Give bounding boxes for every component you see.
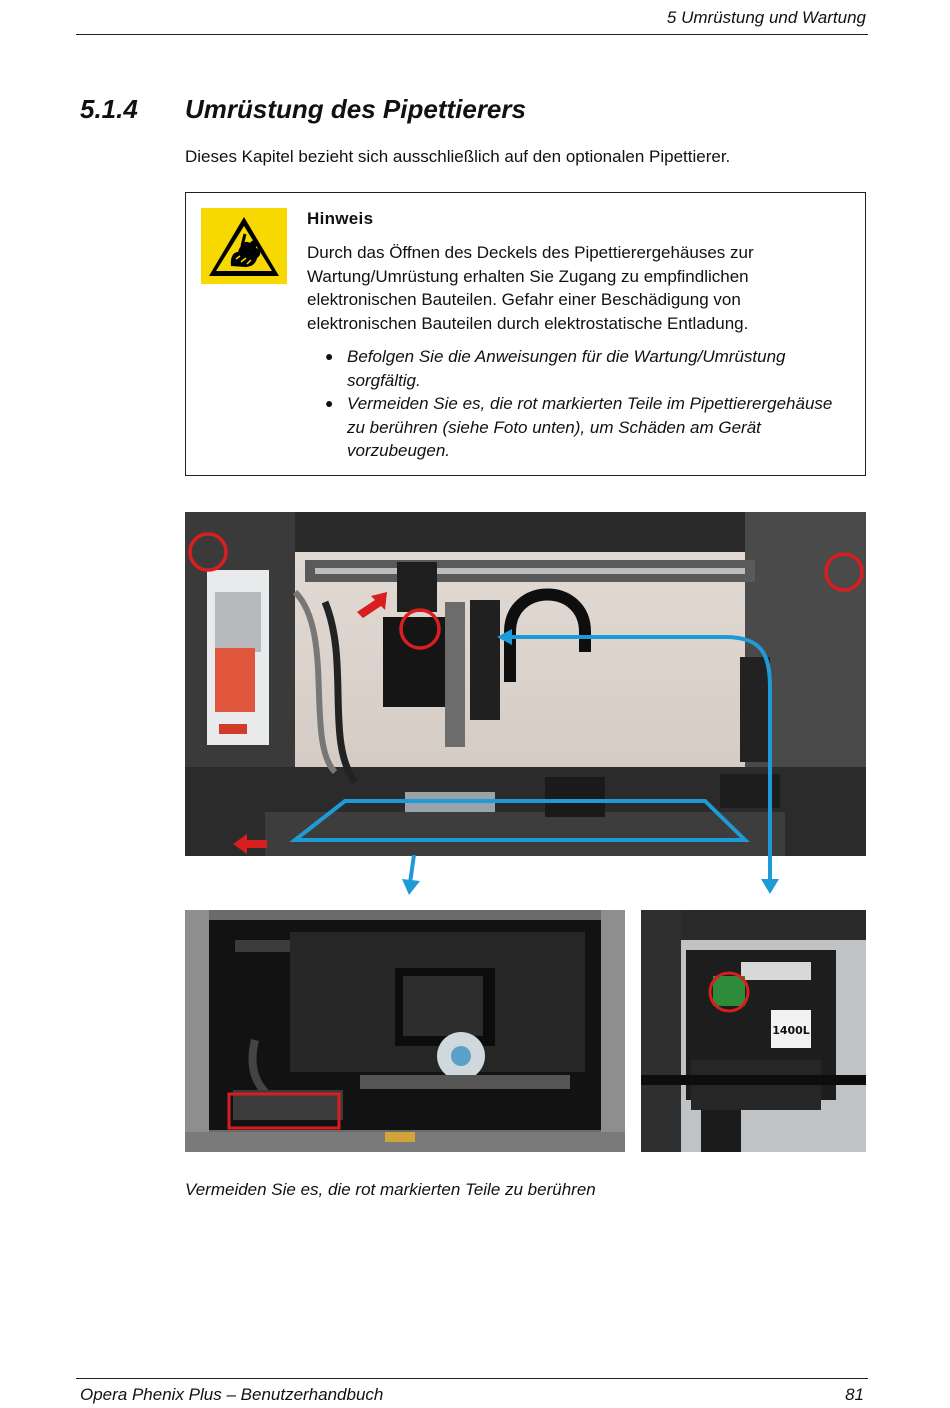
bullet-icon: ● [325,348,334,364]
footer-rule [76,1378,868,1379]
blue-arrow-right-icon [758,855,782,895]
list-item [307,392,852,463]
page-number: 81 [845,1385,864,1404]
notice-list [307,345,852,463]
blue-arrow-left-icon [400,855,424,895]
header-rule [76,34,868,35]
intro-paragraph: Dieses Kapitel bezieht sich ausschließlich auf den optionalen Pipettierer. [185,147,731,166]
notice-title: Hinweis [307,209,374,228]
notice-box [185,192,866,476]
figure-caption: Vermeiden Sie es, die rot markierten Teile zu berühren [185,1180,596,1199]
section-title: Umrüstung des Pipettierers [185,94,526,124]
section-number: 5.1.4 [80,94,138,124]
list-item-text: Befolgen Sie die Anweisungen für die Wartung/Umrüstung sorgfältig. [347,347,786,390]
list-item [307,345,852,392]
part-label-1400l: 1400L [772,1024,810,1037]
pipettor-detail-photo [641,910,866,1152]
bullet-icon: ● [325,395,334,411]
notice-body: Durch das Öffnen des Deckels des Pipettierergehäuses zur Wartung/Umrüstung erhalten Sie Zugang zu empfindlichen elektronischen Bauteilen. Gefahr einer Beschädigung von elektronischen Bauteilen durch elektrostatische Entladung. [307,243,754,333]
footer-manual-title: Opera Phenix Plus – Benutzerhandbuch [80,1385,384,1404]
esd-warning-icon [201,208,287,284]
running-header: 5 Umrüstung und Wartung [666,8,866,27]
pipettor-bottom-photo [185,910,625,1152]
list-item-text: Vermeiden Sie es, die rot markierten Teile im Pipettierergehäuse zu berühren (siehe Foto unten), um Schäden am Gerät vorzubeugen. [347,394,833,460]
pipettor-interior-photo [185,512,866,856]
